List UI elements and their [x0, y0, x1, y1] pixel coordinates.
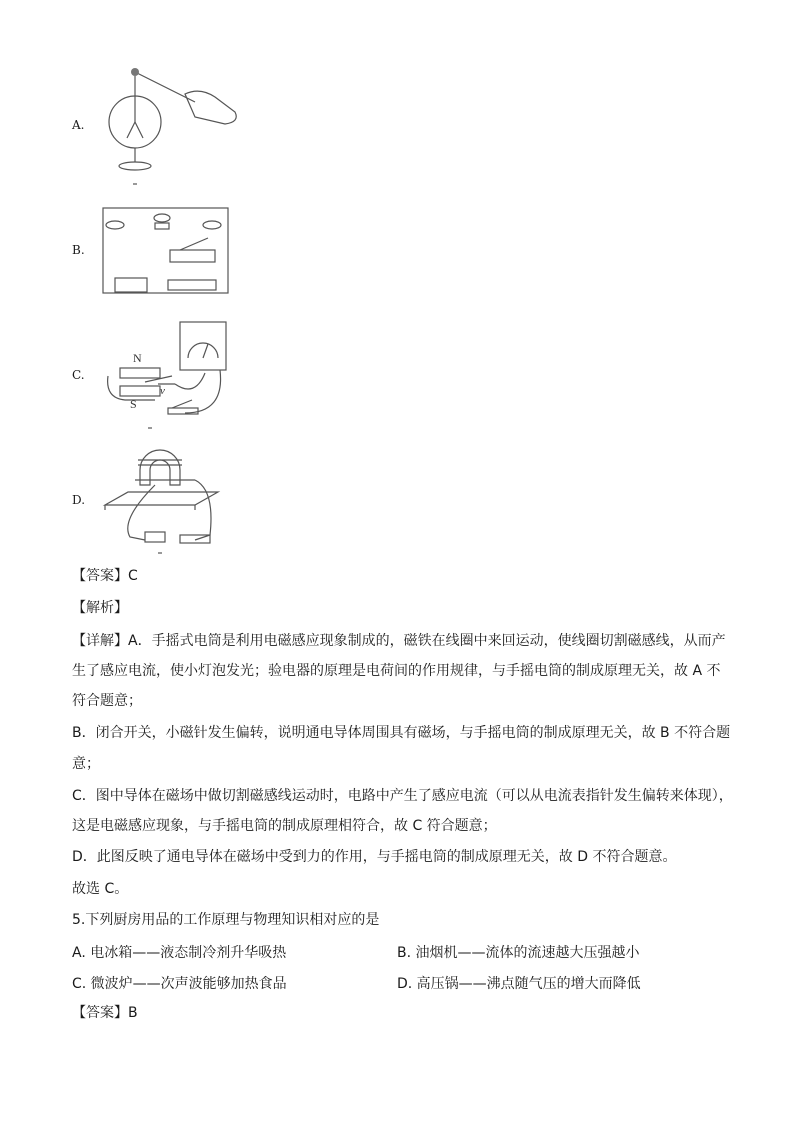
figure-c-induction [100, 318, 235, 430]
answer-value: C [128, 568, 138, 584]
analysis-a-text-1: A．手摇式电筒是利用电磁感应现象制成的，磁铁在线圈中来回运动，使线圈切割磁感线，从而产 [128, 633, 726, 649]
answer-tag: 【答案】 [72, 568, 128, 584]
analysis-b-line-1: B．闭合开关，小磁针发生偏转，说明通电导体周围具有磁场，与手摇电筒的制成原理无关，故 B 不符合题 [72, 725, 731, 741]
detail-tag: 【详解】 [72, 633, 128, 649]
analysis-a-line-1 [72, 632, 726, 650]
option-d-label: D. [72, 493, 86, 507]
figure-b-oersted-circuit [100, 200, 235, 300]
question-5-option-c: C. 微波炉——次声波能够加热食品 [72, 976, 287, 992]
analysis-d-line-1: D．此图反映了通电导体在磁场中受到力的作用，与手摇电筒的制成原理无关，故 D 不符合题意。 [72, 849, 677, 865]
analysis-c-line-2: 这是电磁感应现象，与手摇电筒的制成原理相符合，故 C 符合题意； [72, 818, 497, 834]
analysis-conclusion: 故选 C。 [72, 881, 129, 897]
answer-5-tag: 【答案】 [72, 1005, 128, 1021]
question-5-option-b: B. 油烟机——流体的流速越大压强越小 [397, 945, 640, 961]
question-5-option-a: A. 电冰箱——液态制冷剂升华吸热 [72, 945, 287, 961]
analysis-a-line-2: 生了感应电流，使小灯泡发光；验电器的原理是电荷间的作用规律，与手摇电筒的制成原理无关，故 A 不 [72, 663, 721, 679]
magnet-n-pole: N [133, 351, 142, 365]
figure-a-electroscope [100, 62, 240, 187]
figure-d-motor-principle [100, 440, 235, 555]
velocity-label: v [160, 385, 165, 397]
magnet-s-pole: S [130, 397, 137, 411]
analysis-heading: 【解析】 [72, 600, 128, 616]
analysis-c-line-1: C．图中导体在磁场中做切割磁感线运动时，电路中产生了感应电流（可以从电流表指针发生偏转来体现）， [72, 788, 733, 804]
question-5-option-d: D. 高压锅——沸点随气压的增大而降低 [397, 976, 641, 992]
option-b-label: B. [72, 243, 85, 257]
analysis-b-line-2: 意； [72, 756, 100, 772]
analysis-a-line-3: 符合题意； [72, 693, 142, 709]
answer-5 [72, 1004, 138, 1022]
answer-5-value: B [128, 1005, 138, 1021]
option-a-label: A. [72, 118, 85, 132]
question-5-stem: 5.下列厨房用品的工作原理与物理知识相对应的是 [72, 912, 380, 928]
answer-4 [72, 567, 138, 585]
option-c-label: C. [72, 368, 85, 382]
